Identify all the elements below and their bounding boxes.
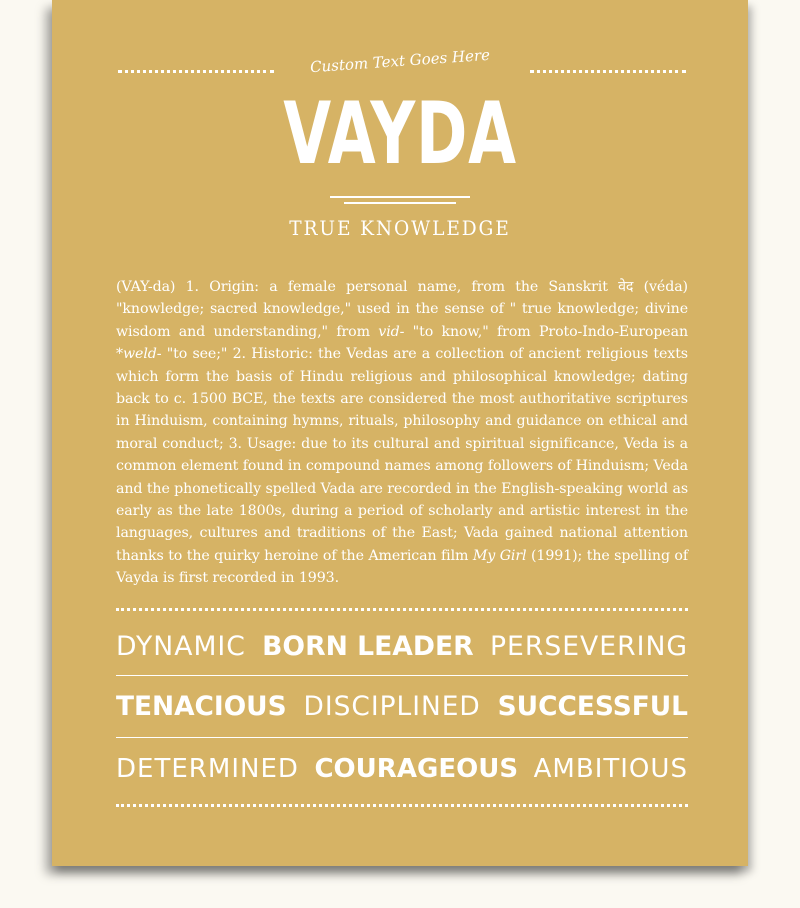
trait-row-1	[116, 624, 688, 670]
trait-row-2	[116, 684, 688, 730]
definition-mid-1: "to know," from Proto-Indo-European	[404, 323, 689, 340]
trait-word: COURAGEOUS	[314, 754, 519, 784]
dotted-divider-left	[118, 70, 274, 73]
trait-word: PERSEVERING	[489, 631, 688, 662]
dotted-divider-traits	[116, 608, 688, 611]
definition-outro: (1991); the spelling of Vayda is first recorded in 1993.	[116, 547, 688, 587]
trait-word: BORN LEADER	[262, 631, 474, 662]
trait-word: DETERMINED	[116, 754, 299, 784]
trait-row-divider-2	[116, 737, 688, 738]
trait-row-divider-1	[116, 675, 688, 676]
trait-word: DYNAMIC	[116, 631, 246, 662]
dotted-divider-right	[530, 70, 686, 73]
trait-word: TENACIOUS	[116, 691, 287, 722]
name-meaning: TRUE KNOWLEDGE	[289, 216, 511, 240]
trait-word: SUCCESSFUL	[497, 691, 688, 722]
name-poster	[52, 0, 748, 866]
trait-word: DISCIPLINED	[303, 691, 481, 722]
definition-intro: (VAY-da) 1. Origin: a female personal name, from the Sanskrit वेद (véda) "knowledge; sacred knowledge," used in the sense of " true knowledge; divine wisdom and understanding," from	[116, 279, 688, 340]
trait-word: AMBITIOUS	[533, 754, 688, 784]
name-underline-bottom	[344, 202, 456, 204]
name-definition	[116, 276, 688, 590]
trait-row-3	[116, 746, 688, 792]
dotted-divider-bottom	[116, 804, 688, 807]
poster-name-title: VAYDA	[283, 84, 517, 184]
definition-film-title: My Girl	[472, 547, 527, 564]
definition-term-vid: vid-	[378, 323, 405, 340]
custom-text: Custom Text Goes Here	[309, 45, 491, 77]
definition-term-weld: *weld-	[116, 346, 162, 363]
definition-mid-2: "to see;" 2. Historic: the Vedas are a collection of ancient religious texts which form the basis of Hindu religious and philosophical knowledge; dating back to c. 1500 BCE, the texts are considered the most authoritative scriptures in Hinduism, containing hymns, rituals, philosophy and guidance on ethical and moral conduct; 3. Usage: due to its cultural and spiritual significance, Veda is a common element found in compound names among followers of Hinduism; Veda and the phonetically spelled Vada are recorded in the English-speaking world as early as the late 1800s, during a period of scholarly and artistic interest in the languages, cultures and traditions of the East; Vada gained national attention thanks to the quirky heroine of the American film	[116, 346, 688, 564]
name-underline-top	[330, 196, 470, 198]
